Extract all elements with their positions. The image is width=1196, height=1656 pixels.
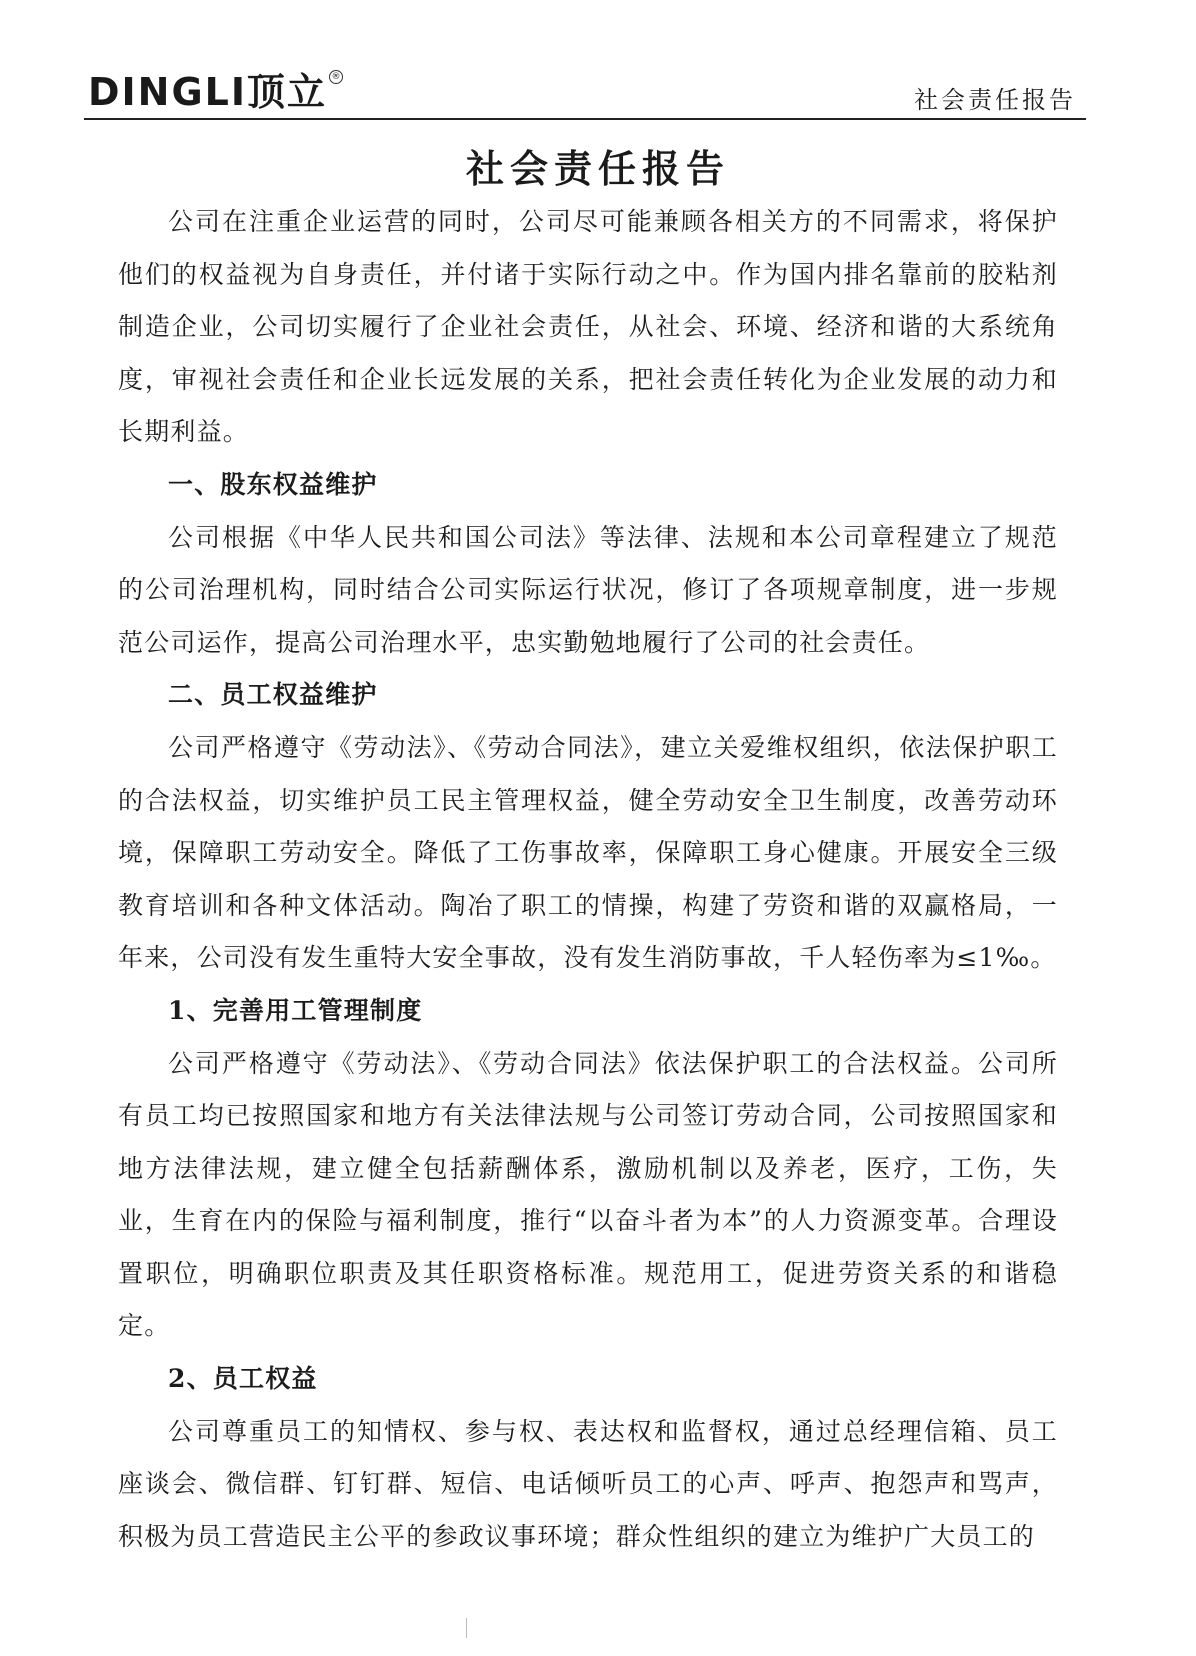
paragraph-intro: 公司在注重企业运营的同时，公司尽可能兼顾各相关方的不同需求，将保护他们的权益视为自身责任，并付诸于实际行动之中。作为国内排名靠前的胶粘剂制造企业，公司切实履行了企业社会责任，从社会、环境、经济和谐的大系统角度，审视社会责任和企业长远发展的关系，把社会责任转化为企业发展的动力和长期利益。 (118, 207, 1058, 447)
registered-mark-icon: ® (329, 70, 343, 84)
page-title: 社会责任报告 (465, 146, 730, 191)
scan-mark (466, 1618, 468, 1638)
header-divider (84, 118, 1086, 120)
subsection-heading-employment-system: 1、完善用工管理制度 (168, 995, 423, 1025)
subsection-heading-employee-interests: 2、员工权益 (168, 1364, 318, 1394)
paragraph-employee-rights: 公司严格遵守《劳动法》、《劳动合同法》，建立关爱维权组织，依法保护职工的合法权益，切实维护员工民主管理权益，健全劳动安全卫生制度，改善劳动环境，保障职工劳动安全。降低了工伤事故率，保障职工身心健康。开展安全三级教育培训和各种文体活动。陶冶了职工的情操，构建了劳资和谐的双赢格局，一年来，公司没有发生重特大安全事故，没有发生消防事故，千人轻伤率为≤1‰。 (118, 732, 1058, 973)
section-heading-employee-rights: 二、员工权益维护 (168, 680, 378, 710)
paragraph-employment-system: 公司严格遵守《劳动法》、《劳动合同法》依法保护职工的合法权益。公司所有员工均已按照国家和地方有关法律法规与公司签订劳动合同，公司按照国家和地方法律法规，建立健全包括薪酬体系，激励机制以及养老，医疗，工伤，失业，生育在内的保险与福利制度，推行“以奋斗者为本”的人力资源变革。合理设置职位，明确职位职责及其任职资格标准。规范用工，促进劳资关系的和谐稳定。 (118, 1048, 1058, 1341)
header-report-title: 社会责任报告 (914, 86, 1076, 114)
document-body (118, 196, 1058, 1563)
section-heading-shareholder-rights: 一、股东权益维护 (168, 469, 378, 499)
paragraph-employee-interests: 公司尊重员工的知情权、参与权、表达权和监督权，通过总经理信箱、员工座谈会、微信群、钉钉群、短信、电话倾听员工的心声、呼声、抱怨声和骂声，积极为员工营造民主公平的参政议事环境；群众性组织的建立为维护广大员工的 (118, 1416, 1058, 1551)
logo-text: DINGLI顶立 (88, 70, 328, 114)
paragraph-shareholder-rights: 公司根据《中华人民共和国公司法》等法律、法规和本公司章程建立了规范的公司治理机构，同时结合公司实际运行状况，修订了各项规章制度，进一步规范公司运作，提高公司治理水平，忠实勤勉地履行了公司的社会责任。 (118, 522, 1058, 657)
company-logo (88, 70, 343, 114)
